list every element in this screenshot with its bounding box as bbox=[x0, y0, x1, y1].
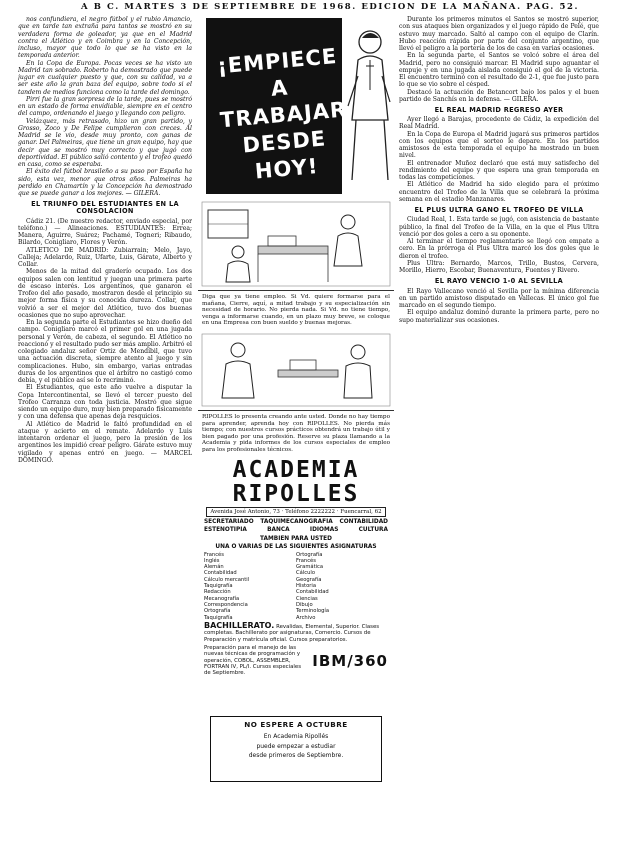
article-paragraph: En la segunda parte el Estudiantes se hizo dueño del campo. Conigliaro marcó el primer gol en una jugada personal y Verón, de cabeza, el segundo. El Atlético no reaccionó y el resultado pudo ser más amplio. Arbitró el colegiado andaluz señor Ortiz de Mendíbil, que tuvo una actuación discreta, siempre atento al juego y sin complicaciones. Hubo, sin embargo, varias entradas duras de los argentinos que el árbitro no castigó como debía, y el público así se lo recriminó. bbox=[18, 319, 192, 385]
course-item: Inglés bbox=[204, 557, 220, 564]
article-paragraph: El entrenador Muñoz declaró que está muy satisfecho del rendimiento del equipo y que espera una gran temporada en todas las competiciones. bbox=[399, 159, 599, 182]
article-paragraph: El éxito del fútbol brasileño a su paso por España ha sido, esta vez, menor que otros años. Palmeiras ha perdido en Chamartín y la Concepción ha demostrado que se puede ganar a los mejores. — GILERA. bbox=[18, 168, 192, 197]
category-item: BANCA bbox=[267, 526, 290, 533]
course-item: Historia bbox=[296, 583, 317, 590]
office-scene-icon bbox=[198, 196, 394, 290]
man-illustration-icon bbox=[342, 20, 394, 190]
article-paragraph: Pirri fue la gran sorpresa de la tarde, pues se mostró en un estado de forma envidiable, siempre en el centro del campo, ordenando el juego y llegando con peligro. bbox=[18, 95, 192, 118]
notice-line: En Academia Ripollés bbox=[263, 733, 329, 740]
article-paragraph: El Rayo Vallecano venció al Sevilla por la mínima diferencia en un partido amistoso disputado en Vallecas. El único gol fue marcado en el segundo tiempo. bbox=[399, 287, 599, 310]
course-column-b bbox=[296, 552, 388, 621]
ibm-logo: IBM/360 bbox=[312, 651, 388, 670]
ad-caption: Diga que ya tiene empleo. Si Vd. quiere formarse para el mañana, Cierre, aquí, a mitad trabajo y su especialización sin necesidad de horario. No pierda nada. Si Vd. no tiene tiempo, venga a informarse cuando, en un plazo muy breve, se coloque en una Empresa con buen sueldo y buenas mejoras. bbox=[202, 294, 390, 327]
course-item: Contabilidad bbox=[204, 570, 237, 577]
category-list bbox=[204, 518, 388, 534]
ad-header bbox=[198, 16, 394, 196]
notice-line: desde primeros de Septiembre. bbox=[248, 752, 344, 759]
article-paragraph: Durante los primeros minutos el Santos se mostró superior, con sus ataques bien organizados y el juego rápido de Pelé, que estuvo muy marcado. Saltó al campo con el equipo de Clarín. Hubo reacción rápida por parte del conjunto argentino, que llevó el peligro a la portería de los de casa en varias ocasiones. bbox=[399, 16, 599, 52]
academia-address: Avenida José Antonio, 73 · Teléfono 2222222 · Fuencarral, 62 bbox=[206, 507, 386, 517]
article-paragraph: Velázquez, más retrasado, hizo un gran partido, y Grosso, Zoco y De Felipe cumplieron con creces. Al Madrid se le vio, desde muy pronto, con ganas de ganar. Del Palmeiras, que tiene un gran equipo, hay que decir que se mostró muy correcto y que jugó con deportividad. El público salió contento y el trofeo quedó en casa, como se esperaba. bbox=[18, 117, 192, 168]
article-paragraph: Menos de la mitad del graderío ocupado. Los dos equipos salen con lentitud y juegan una primera parte de escaso interés. Los argentinos, que ganaron el Trofeo del año pasado, mostraron desde el principio su mejor forma física y su conocida dureza. Collar, que volvió a ser el mejor del Atlético, tuvo dos buenas ocasiones que no supo aprovechar. bbox=[18, 268, 192, 319]
course-item: Francés bbox=[204, 551, 224, 558]
classroom-illustration bbox=[198, 330, 394, 411]
category-item: IDIOMAS bbox=[309, 526, 339, 533]
slogan-panel bbox=[206, 18, 349, 194]
course-item: Correspondencia bbox=[204, 601, 248, 608]
article-paragraph: El Estudiantes, que este año vuelve a disputar la Copa Intercontinental, se llevó el tercer puesto del Trofeo Carranza con toda justicia. Mostró que sigue siendo un equipo duro, muy bien preparado físicamente y con una defensa que apenas deja resquicios. bbox=[18, 384, 192, 421]
course-item: Gramática bbox=[296, 564, 324, 571]
article-paragraph: nos confundiera, el negro fútbol y el rubio Amancio, que en tarde tan extraña para tantos se mostró en su verdadera forma de goleador, ya que en el Madrid contra el Atlético y en Coimbra y en la Concepción, incluso, mayor que todo lo que se ha visto en la temporada anterior. bbox=[18, 16, 192, 60]
category-item: CULTURA bbox=[358, 526, 388, 533]
article-paragraph: Ciudad Real, 1. Esta tarde se jugó, con asistencia de bastante público, la final del Trofeo de la Villa, en la que el Plus Ultra venció por dos goles a cero a su oponente. bbox=[399, 216, 599, 238]
article-paragraph: Destacó la actuación de Betancort bajo los palos y el buen partido de Sanchís en la defensa. — GILERA. bbox=[399, 88, 599, 103]
course-item: Taquigrafía bbox=[204, 614, 233, 621]
slogan-line: TRABAJAR bbox=[219, 97, 349, 133]
article-paragraph: El equipo andaluz dominó durante la primera parte, pero no supo materializar sus ocasiones. bbox=[399, 309, 599, 324]
academia-title: ACADEMIA RIPOLLES bbox=[232, 456, 360, 507]
course-list bbox=[204, 552, 388, 621]
ad-caption: RIPOLLES lo presenta creando ante usted. Donde no hay tiempo para aprender, aprenda hoy con RIPOLLES. No pierda más tiempo; con nuestros cursos prácticos obtendrá un trabajo útil y bien pagado por una profesión. Reserve su plaza llamando a la Academia y pida informes de los cursos especiales de empleo para los profesionales técnicos. bbox=[202, 413, 390, 453]
article-paragraph: En la Copa de Europa el Madrid jugará sus primeros partidos con los equipos que el sorteo le depare. En los partidos amistosos de esta temporada el equipo ha mostrado un buen nivel. bbox=[399, 130, 599, 160]
course-item: Taquigrafía bbox=[204, 583, 233, 590]
sub-heading: TAMBIEN PARA USTED bbox=[260, 535, 332, 542]
ibm-text: Preparación para el manejo de las nuevas técnicas de programación y operación, COBOL, ASSEMBLER, FORTRAN IV, PL/I. Cursos especiales de Septiembre. bbox=[204, 645, 302, 677]
category-item: ESTENOTIPIA bbox=[204, 526, 247, 533]
course-item: Contabilidad bbox=[296, 589, 329, 596]
ibm-block bbox=[204, 645, 388, 676]
masthead: A B C. MARTES 3 DE SEPTIEMBRE DE 1968. EDICION DE LA MAÑANA. PAG. 52. bbox=[80, 2, 580, 12]
course-item: Mecanografía bbox=[204, 595, 240, 602]
category-item: SECRETARIADO bbox=[204, 518, 254, 525]
category-item: TAQUIMECANOGRAFIA bbox=[260, 518, 333, 525]
academia-advertisement bbox=[198, 16, 394, 678]
course-item: Alemán bbox=[204, 564, 224, 571]
course-item: Francés bbox=[296, 557, 316, 564]
classroom-scene-icon bbox=[198, 330, 394, 410]
bachillerato-label: BACHILLERATO. bbox=[204, 620, 275, 630]
notice-title: NO ESPERE A OCTUBRE bbox=[244, 720, 348, 729]
bachillerato-text: Revalidas, Elemental, Superior. Clases completas. Bachillerato por asignaturas, Comercio. Cursos de Preparación y matrícula oficial. Cursos preparatorios. bbox=[204, 623, 380, 643]
headline-plus-ultra: EL PLUS ULTRA GANO EL TROFEO DE VILLA bbox=[414, 206, 584, 215]
notice-box bbox=[210, 716, 382, 782]
course-item: Dibujo bbox=[296, 601, 313, 608]
course-item: Cálculo bbox=[296, 570, 315, 577]
category-item: CONTABILIDAD bbox=[339, 518, 388, 525]
ad-slogan bbox=[214, 43, 349, 188]
course-item: Archivo bbox=[296, 614, 316, 621]
headline-rayo: EL RAYO VENCIO 1-0 AL SEVILLA bbox=[434, 277, 564, 286]
article-paragraph: ATLETICO DE MADRID: Zubiarrain; Melo, Jayo, Calleja; Adelardo, Ruiz, Ufarte, Luis, Gárate, Alberto y Collar. bbox=[18, 246, 192, 269]
course-item: Redacción bbox=[204, 589, 231, 596]
headline-estudiantes: EL TRIUNFO DEL ESTUDIANTES EN LA CONSOLACION bbox=[31, 200, 179, 216]
bachillerato-block bbox=[204, 620, 388, 643]
office-illustration bbox=[198, 196, 394, 291]
course-item: Ortografía bbox=[296, 551, 323, 558]
course-item: Ciencias bbox=[296, 595, 318, 602]
slogan-line: DESDE HOY! bbox=[241, 126, 328, 184]
course-item: Terminología bbox=[296, 608, 330, 615]
article-paragraph: Ayer llegó a Barajas, procedente de Cádiz, la expedición del Real Madrid. bbox=[399, 116, 599, 131]
course-item: Geografía bbox=[296, 576, 322, 583]
right-column bbox=[399, 16, 599, 844]
article-paragraph: En la segunda parte, el Santos se volcó sobre el área del Madrid, pero no consiguió marcar. El Madrid supo aguantar el empuje y en una jugada aislada consiguió el gol de la victoria. El encuentro terminó con el resultado de 2-1, que fue justo para lo que se vio sobre el césped. bbox=[399, 52, 599, 89]
article-paragraph: En la Copa de Europa. Pocas veces se ha visto un Madrid tan sobrado. Roberto ha demostrado que puede jugar en cualquier puesto y que, con su calidad, va a ser este año la gran baza del equipo, sobre todo si el tandem de medios funciona como la tarde del domingo. bbox=[18, 59, 192, 96]
left-column bbox=[18, 16, 192, 844]
article-paragraph: Plus Ultra: Bernardo, Marcos, Trillo, Bustos, Cervera, Morillo, Hierro, Escobar, Buenaventura, Fuentes y Rivero. bbox=[399, 259, 599, 275]
course-item: Cálculo mercantil bbox=[204, 576, 250, 583]
article-paragraph: Al terminar el tiempo reglamentario se llegó con empate a cero. En la prórroga el Plus Ultra marcó los dos goles que le dieron el trofeo. bbox=[399, 238, 599, 260]
notice-line: puede empezar a estudiar bbox=[256, 742, 336, 750]
article-paragraph: El Atlético de Madrid ha sido elegido para el próximo encuentro del Trofeo de la Villa que se celebrará la próxima semana en el estadio Manzanares. bbox=[399, 181, 599, 203]
sub-heading: UNA O VARIAS DE LAS SIGUIENTES ASIGNATURAS bbox=[215, 543, 377, 550]
course-item: Ortografía bbox=[204, 608, 231, 615]
article-paragraph: Al Atlético de Madrid le faltó profundidad en el ataque y acierto en el remate. Adelardo y Luis intentaron ordenar el juego, pero la presión de los argentinos les impidió crear peligro. Gárate estuvo muy vigilado y apenas entró en juego. — MARCEL DOMINGO. bbox=[18, 420, 192, 464]
article-paragraph: Cádiz 21. (De nuestro redactor, enviado especial, por teléfono.) — Alineaciones. ESTUDIANTES: Errea; Manera, Aguirre, Suárez; Pachamé, Togneri; Ribaudo, Bilardo, Conigliaro, Flores y Verón. bbox=[18, 217, 192, 247]
headline-real-madrid: EL REAL MADRID REGRESO AYER bbox=[434, 106, 564, 114]
slogan-line: ¡EMPIECE A bbox=[216, 44, 339, 101]
course-column-a bbox=[204, 552, 296, 621]
